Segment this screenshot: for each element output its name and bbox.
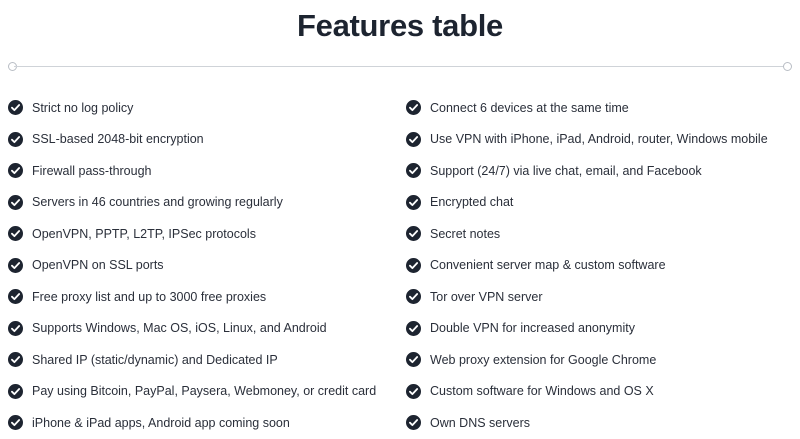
check-circle-icon <box>8 132 23 147</box>
check-circle-icon <box>406 258 421 273</box>
list-item <box>8 187 400 219</box>
check-circle-icon <box>406 321 421 336</box>
check-circle-icon <box>406 100 421 115</box>
list-item-label: Support (24/7) via live chat, email, and Facebook <box>430 163 702 178</box>
list-item-label: Tor over VPN server <box>430 289 543 304</box>
list-item-label: SSL-based 2048-bit encryption <box>32 132 204 147</box>
divider <box>8 60 792 74</box>
list-item <box>406 187 792 219</box>
list-item <box>8 250 400 282</box>
check-circle-icon <box>8 195 23 210</box>
page-title: Features table <box>297 8 503 43</box>
list-item <box>8 376 400 408</box>
check-circle-icon <box>406 384 421 399</box>
list-item-label: Convenient server map & custom software <box>430 258 666 273</box>
list-item-label: Web proxy extension for Google Chrome <box>430 352 657 367</box>
list-item-label: Strict no log policy <box>32 100 134 115</box>
check-circle-icon <box>8 226 23 241</box>
list-item-label: Connect 6 devices at the same time <box>430 100 629 115</box>
list-item-label: Own DNS servers <box>430 415 531 430</box>
list-item <box>8 281 400 313</box>
list-item-label: Firewall pass-through <box>32 163 152 178</box>
check-circle-icon <box>8 163 23 178</box>
check-circle-icon <box>406 289 421 304</box>
list-item <box>406 407 792 439</box>
list-item <box>8 155 400 187</box>
check-circle-icon <box>406 195 421 210</box>
list-item-label: Free proxy list and up to 3000 free proxies <box>32 289 267 304</box>
list-item <box>8 92 400 124</box>
list-item-label: Secret notes <box>430 226 501 241</box>
divider-line <box>14 66 786 67</box>
list-item <box>406 92 792 124</box>
check-circle-icon <box>406 132 421 147</box>
list-item-label: Pay using Bitcoin, PayPal, Paysera, Webmoney, or credit card <box>32 384 377 399</box>
list-item-label: iPhone & iPad apps, Android app coming soon <box>32 415 290 430</box>
list-item <box>406 313 792 345</box>
list-item-label: Encrypted chat <box>430 195 514 210</box>
check-circle-icon <box>406 226 421 241</box>
list-item-label: Shared IP (static/dynamic) and Dedicated IP <box>32 352 278 367</box>
list-item <box>406 124 792 156</box>
list-item <box>406 376 792 408</box>
check-circle-icon <box>8 352 23 367</box>
check-circle-icon <box>8 384 23 399</box>
features-column-left <box>8 92 400 439</box>
list-item-label: Servers in 46 countries and growing regularly <box>32 195 283 210</box>
features-columns <box>0 92 800 439</box>
check-circle-icon <box>8 321 23 336</box>
list-item <box>8 124 400 156</box>
check-circle-icon <box>406 352 421 367</box>
list-item <box>8 344 400 376</box>
check-circle-icon <box>406 415 421 430</box>
divider-right-dot-icon <box>783 62 792 71</box>
list-item-label: OpenVPN, PPTP, L2TP, IPSec protocols <box>32 226 256 241</box>
list-item-label: Custom software for Windows and OS X <box>430 384 654 399</box>
check-circle-icon <box>406 163 421 178</box>
check-circle-icon <box>8 289 23 304</box>
list-item-label: OpenVPN on SSL ports <box>32 258 164 273</box>
list-item <box>406 250 792 282</box>
list-item <box>406 218 792 250</box>
check-circle-icon <box>8 100 23 115</box>
list-item-label: Supports Windows, Mac OS, iOS, Linux, and Android <box>32 321 327 336</box>
check-circle-icon <box>8 415 23 430</box>
list-item <box>8 218 400 250</box>
list-item <box>8 407 400 439</box>
features-column-right <box>400 92 792 439</box>
list-item <box>406 281 792 313</box>
list-item <box>406 344 792 376</box>
list-item-label: Double VPN for increased anonymity <box>430 321 635 336</box>
list-item-label: Use VPN with iPhone, iPad, Android, router, Windows mobile <box>430 132 768 147</box>
list-item <box>406 155 792 187</box>
list-item <box>8 313 400 345</box>
check-circle-icon <box>8 258 23 273</box>
